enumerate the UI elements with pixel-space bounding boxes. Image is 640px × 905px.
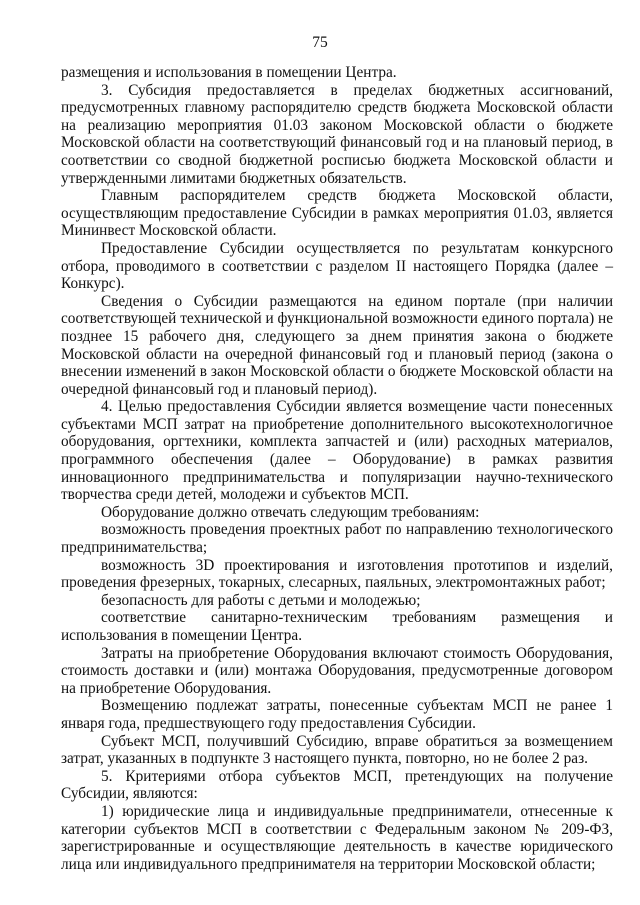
requirement-safety: безопасность для работы с детьми и молодежью; (101, 591, 421, 609)
paragraph-portal-info: Сведения о Субсидии размещаются на едином портале (при наличии соответствующей технической и функциональной возможности единого портала) не позднее 15 рабочего дня, следующего за днем принятия закона о бюджете Московской области на очередной финансовый год и плановый период (закона о внесении изменений в закон Московской области о бюджете Московской области на очередной финансовый год и плановый период). (61, 292, 613, 398)
paragraph-item-4: 4. Целью предоставления Субсидии является возмещение части понесенных субъектами МСП затрат на приобретение дополнительного высокотехнологичное оборудования, оргтехники, комплекта запчастей и (или) расходных материалов, программного обеспечения (далее – Оборудование) в рамках развития инновационного предпринимательства и популяризации научно-технического творчества среди детей, молодежи и субъектов МСП. (61, 398, 613, 504)
paragraph-item-3: 3. Субсидия предоставляется в пределах бюджетных ассигнований, предусмотренных главному распорядителю средств бюджета Московской области на реализацию мероприятия 01.03 законом Московской области о бюджете Московской области на соответствующий финансовый год и на плановый период, в соответствии со сводной бюджетной росписью бюджета Московской области и утвержденными лимитами бюджетных обязательств. (61, 81, 613, 187)
paragraph-equipment-requirements: Оборудование должно отвечать следующим требованиям: (101, 503, 480, 521)
requirement-sanitary: соответствие санитарно-техническим требованиям размещения и использования в помещении Центра. (61, 609, 613, 644)
paragraph-repeat-request: Субъект МСП, получивший Субсидию, вправе обратиться за возмещением затрат, указанных в подпункте 3 настоящего пункта, повторно, но не более 2 раз. (61, 732, 613, 768)
page-number: 75 (312, 34, 328, 51)
paragraph-contest: Предоставление Субсидии осуществляется по результатам конкурсного отбора, проводимого в соответствии с разделом II настоящего Порядка (далее – Конкурс). (61, 239, 613, 293)
paragraph-item-5: 5. Критериями отбора субъектов МСП, претендующих на получение Субсидии, являются: (61, 767, 613, 803)
document-body (61, 64, 613, 873)
paragraph-main-distributor: Главным распорядителем средств бюджета Московской области, осуществляющим предоставление Субсидии в рамках мероприятия 01.03, является Мининвест Московской области. (61, 187, 613, 240)
requirement-project-work: возможность проведения проектных работ по направлению технологического предпринимательства; (61, 521, 613, 557)
paragraph-costs: Затраты на приобретение Оборудования включают стоимость Оборудования, стоимость доставки и (или) монтажа Оборудования, предусмотренные договором на приобретение Оборудования. (61, 644, 613, 697)
paragraph-reimbursement: Возмещению подлежат затраты, понесенные субъектам МСП не ранее 1 января года, предшествующего году предоставления Субсидии. (61, 697, 613, 732)
requirement-3d-design: возможность 3D проектирования и изготовления прототипов и изделий, проведения фрезерных, токарных, слесарных, паяльных, электромонтажных работ; (61, 556, 613, 592)
paragraph-continuation: размещения и использования в помещении Центра. (61, 64, 397, 81)
criterion-1: 1) юридические лица и индивидуальные предприниматели, отнесенные к категории субъектов МСП в соответствии с Федеральным законом № 209-ФЗ, зарегистрированные и осуществляющие деятельность в качестве юридического лица или индивидуального предпринимателя на территории Московской области; (61, 802, 613, 873)
